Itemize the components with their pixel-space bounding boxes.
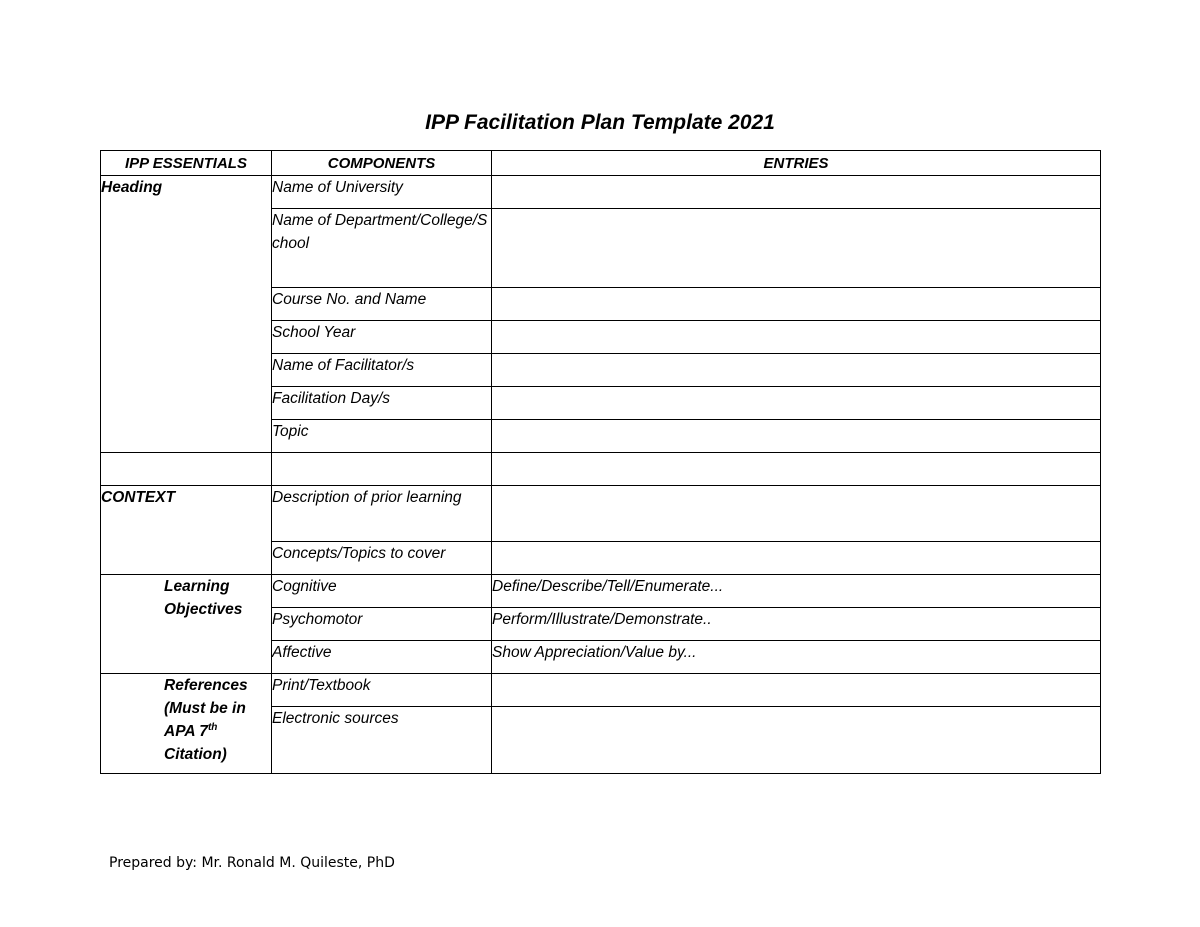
- section-label-learning-objectives: Learning Objectives: [101, 575, 272, 674]
- entry-cell[interactable]: [492, 486, 1101, 542]
- entry-cell[interactable]: [492, 321, 1101, 354]
- table-row: [101, 674, 1101, 707]
- entry-cell[interactable]: [492, 674, 1101, 707]
- entry-cell[interactable]: [492, 387, 1101, 420]
- header-essentials: IPP ESSENTIALS: [101, 151, 272, 176]
- component-cell: Name of Facilitator/s: [272, 354, 492, 387]
- references-label-superscript: th: [207, 721, 218, 733]
- component-cell: Affective: [272, 641, 492, 674]
- references-label-line1: References (Must be in APA 7: [164, 677, 248, 740]
- document-title: IPP Facilitation Plan Template 2021: [425, 111, 775, 134]
- empty-row: [101, 453, 1101, 486]
- entry-cell[interactable]: Perform/Illustrate/Demonstrate..: [492, 608, 1101, 641]
- header-components: COMPONENTS: [272, 151, 492, 176]
- table-row: [101, 176, 1101, 209]
- component-cell: Cognitive: [272, 575, 492, 608]
- entry-cell[interactable]: [492, 420, 1101, 453]
- entry-cell[interactable]: Show Appreciation/Value by...: [492, 641, 1101, 674]
- entry-cell[interactable]: [492, 707, 1101, 774]
- entry-cell[interactable]: [492, 176, 1101, 209]
- prepared-by-footer: Prepared by: Mr. Ronald M. Quileste, PhD: [109, 855, 395, 871]
- component-cell: Print/Textbook: [272, 674, 492, 707]
- entry-cell[interactable]: [492, 542, 1101, 575]
- component-cell: Facilitation Day/s: [272, 387, 492, 420]
- component-cell: Course No. and Name: [272, 288, 492, 321]
- component-cell: Description of prior learning: [272, 486, 492, 542]
- component-cell: Concepts/Topics to cover: [272, 542, 492, 575]
- section-label-references: [101, 674, 272, 774]
- component-cell: Electronic sources: [272, 707, 492, 774]
- component-cell: Name of University: [272, 176, 492, 209]
- entry-cell[interactable]: [492, 209, 1101, 288]
- entry-cell[interactable]: [492, 354, 1101, 387]
- component-cell: Topic: [272, 420, 492, 453]
- empty-cell: [492, 453, 1101, 486]
- table-row: [101, 486, 1101, 542]
- header-entries: ENTRIES: [492, 151, 1101, 176]
- empty-cell: [101, 453, 272, 486]
- component-cell: Psychomotor: [272, 608, 492, 641]
- table-row: [101, 575, 1101, 608]
- entry-cell[interactable]: [492, 288, 1101, 321]
- component-cell: Name of Department/College/School: [272, 209, 492, 288]
- empty-cell: [272, 453, 492, 486]
- references-label-line2: Citation): [164, 746, 227, 763]
- entry-cell[interactable]: Define/Describe/Tell/Enumerate...: [492, 575, 1101, 608]
- facilitation-plan-table: [100, 150, 1101, 774]
- section-label-context: CONTEXT: [101, 486, 272, 575]
- header-row: [101, 151, 1101, 176]
- component-cell: School Year: [272, 321, 492, 354]
- section-label-heading: Heading: [101, 176, 272, 453]
